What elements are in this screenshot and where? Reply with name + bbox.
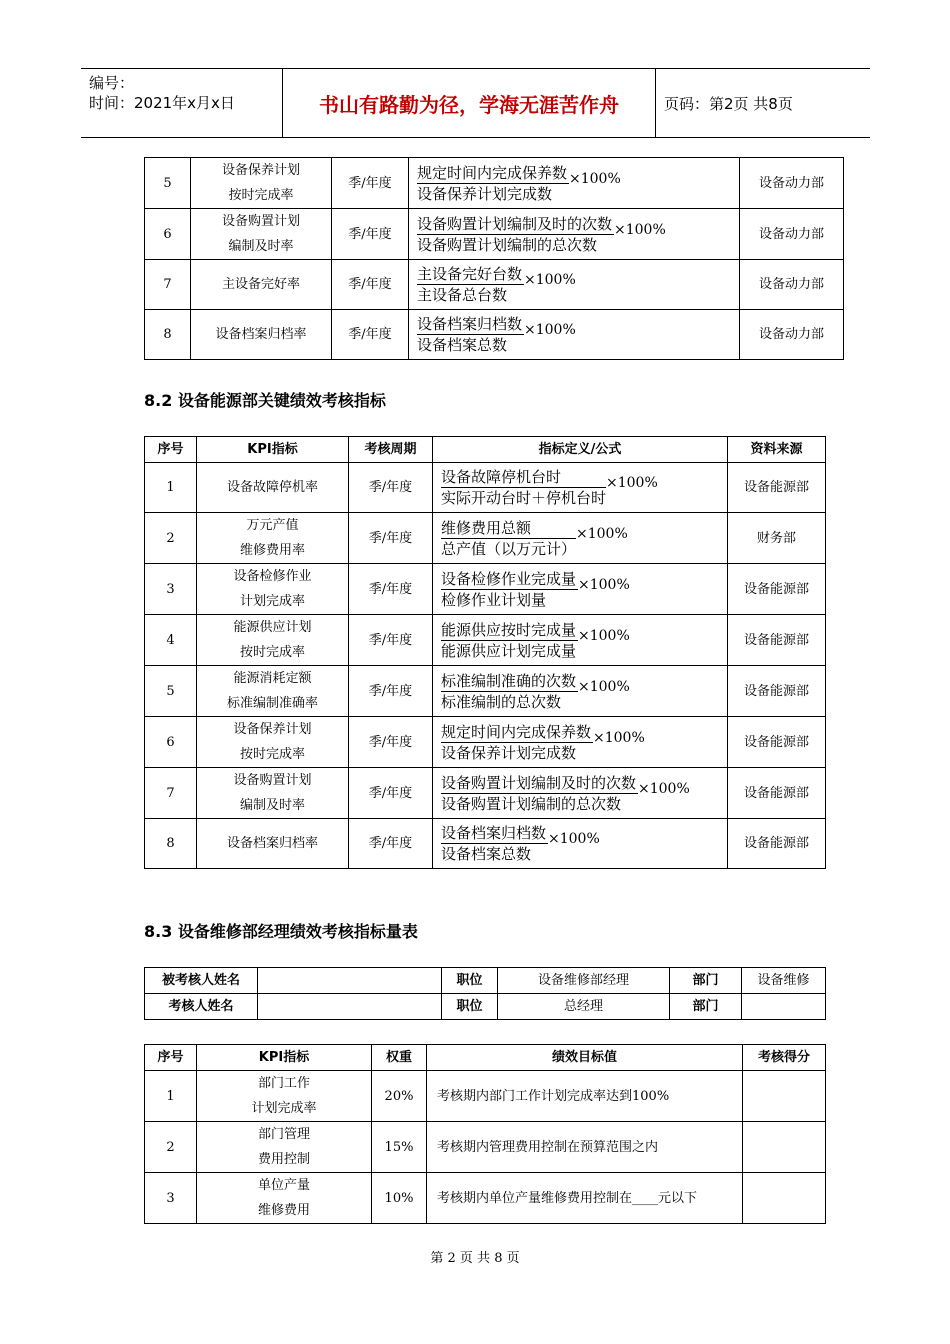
formula-numerator: 设备故障停机台时 <box>441 467 606 488</box>
table-row <box>145 564 826 615</box>
kpi-line-1: 单位产量 <box>257 1178 310 1193</box>
formula-cell <box>409 310 740 360</box>
weight-cell: 10% <box>372 1173 427 1224</box>
doc-number-label: 编号： <box>89 74 135 92</box>
formula-fraction <box>417 314 524 355</box>
kpi-cell <box>191 209 332 260</box>
row-number: 1 <box>145 463 197 513</box>
formula-numerator: 设备档案归档数 <box>417 315 523 333</box>
formula-multiplier: ×100% <box>593 729 645 746</box>
kpi-cell <box>197 1173 372 1224</box>
department-label: 部门 <box>670 994 742 1020</box>
page-header <box>81 68 870 138</box>
kpi-line-2: 编制及时率 <box>228 239 294 254</box>
kpi-line-2: 按时完成率 <box>239 747 305 762</box>
formula-denominator: 设备购置计划编制的总次数 <box>417 235 598 254</box>
formula-cell <box>433 768 728 819</box>
formula-denominator: 标准编制的总次数 <box>441 692 562 711</box>
col-header-score: 考核得分 <box>743 1045 826 1071</box>
formula-cell <box>433 819 728 869</box>
col-header-source: 资料来源 <box>728 437 826 463</box>
kpi-line-2: 按时完成率 <box>239 645 305 660</box>
doc-time-label: 时间：2021年x月x日 <box>89 94 235 112</box>
formula-fraction <box>417 264 524 305</box>
kpi-line-2: 编制及时率 <box>239 798 305 813</box>
target-cell: 考核期内部门工作计划完成率达到100% <box>427 1071 743 1122</box>
section-title-8-3: 8.3 设备维修部经理绩效考核指标量表 <box>144 922 418 941</box>
table-row <box>145 463 826 513</box>
period-cell: 季/年度 <box>349 717 433 768</box>
table-row <box>145 615 826 666</box>
kpi-line-2: 计划完成率 <box>251 1101 317 1116</box>
formula-cell <box>409 260 740 310</box>
row-number: 3 <box>145 564 197 615</box>
kpi-line-1: 设备保养计划 <box>233 722 312 737</box>
kpi-cell <box>197 717 349 768</box>
kpi-line-1: 设备检修作业 <box>233 569 312 584</box>
department-value <box>742 994 826 1020</box>
formula-numerator: 规定时间内完成保养数 <box>417 163 568 182</box>
kpi-cell <box>197 513 349 564</box>
kpi-cell <box>197 1122 372 1173</box>
kpi-cell <box>191 260 332 310</box>
period-cell: 季/年度 <box>349 463 433 513</box>
formula-multiplier: ×100% <box>578 627 630 644</box>
col-header-kpi: KPI指标 <box>197 1045 372 1071</box>
appraisee-name-label: 被考核人姓名 <box>145 968 258 994</box>
source-cell: 设备能源部 <box>728 717 826 768</box>
formula-multiplier: ×100% <box>524 322 576 338</box>
header-meta <box>89 73 285 133</box>
kpi-line-1: 设备故障停机率 <box>226 480 318 495</box>
header-motto: 书山有路勤为径，学海无涯苦作舟 <box>282 69 656 137</box>
kpi-line-1: 设备档案归档率 <box>226 836 318 851</box>
formula-cell <box>433 666 728 717</box>
row-number: 7 <box>145 768 197 819</box>
source-cell: 设备动力部 <box>740 310 844 360</box>
formula-fraction <box>441 518 576 559</box>
formula-fraction <box>441 569 578 610</box>
appraisee-name-value <box>258 968 442 994</box>
period-cell: 季/年度 <box>349 615 433 666</box>
source-cell: 设备动力部 <box>740 158 844 209</box>
row-number: 6 <box>145 717 197 768</box>
position-label: 职位 <box>442 994 498 1020</box>
kpi-cell <box>197 615 349 666</box>
info-row <box>145 994 826 1020</box>
score-cell <box>743 1071 826 1122</box>
kpi-line-1: 主设备完好率 <box>221 277 300 292</box>
formula-denominator: 设备档案总数 <box>417 336 508 354</box>
period-cell: 季/年度 <box>332 310 409 360</box>
formula-multiplier: ×100% <box>548 831 600 847</box>
position-value: 总经理 <box>498 994 670 1020</box>
formula-cell <box>433 564 728 615</box>
kpi-line-1: 万元产值 <box>246 518 299 533</box>
source-cell: 设备能源部 <box>728 666 826 717</box>
formula-multiplier: ×100% <box>614 221 666 238</box>
col-header-no: 序号 <box>145 437 197 463</box>
position-label: 职位 <box>442 968 498 994</box>
formula-denominator: 检修作业计划量 <box>441 590 547 609</box>
kpi-line-1: 能源消耗定额 <box>233 671 312 686</box>
row-number: 7 <box>145 260 191 310</box>
row-number: 2 <box>145 513 197 564</box>
table-row <box>145 209 844 260</box>
formula-cell <box>409 158 740 209</box>
col-header-kpi: KPI指标 <box>197 437 349 463</box>
info-row <box>145 968 826 994</box>
appraisee-info-table <box>144 967 826 1020</box>
formula-multiplier: ×100% <box>569 170 621 187</box>
formula-cell <box>433 717 728 768</box>
kpi-line-1: 能源供应计划 <box>233 620 312 635</box>
table-row <box>145 717 826 768</box>
row-number: 4 <box>145 615 197 666</box>
source-cell: 设备能源部 <box>728 615 826 666</box>
formula-multiplier: ×100% <box>638 780 690 797</box>
score-cell <box>743 1173 826 1224</box>
table-row <box>145 768 826 819</box>
kpi-line-1: 部门工作 <box>257 1076 310 1091</box>
formula-numerator: 设备购置计划编制及时的次数 <box>417 214 613 233</box>
source-cell: 设备能源部 <box>728 463 826 513</box>
target-cell: 考核期内管理费用控制在预算范围之内 <box>427 1122 743 1173</box>
period-cell: 季/年度 <box>349 513 433 564</box>
kpi-line-2: 按时完成率 <box>228 188 294 203</box>
table-row <box>145 310 844 360</box>
kpi-cell <box>191 158 332 209</box>
row-number: 2 <box>145 1122 197 1173</box>
kpi-cell <box>197 768 349 819</box>
table-header-row <box>145 1045 826 1071</box>
source-cell: 设备动力部 <box>740 209 844 260</box>
formula-multiplier: ×100% <box>606 475 658 491</box>
formula-multiplier: ×100% <box>578 576 630 593</box>
row-number: 1 <box>145 1071 197 1122</box>
formula-numerator: 维修费用总额 <box>441 518 576 539</box>
department-label: 部门 <box>670 968 742 994</box>
section-title-8-2: 8.2 设备能源部关键绩效考核指标 <box>144 391 386 410</box>
kpi-cell <box>197 666 349 717</box>
period-cell: 季/年度 <box>349 564 433 615</box>
period-cell: 季/年度 <box>332 158 409 209</box>
table-row <box>145 513 826 564</box>
source-cell: 设备能源部 <box>728 564 826 615</box>
col-header-period: 考核周期 <box>349 437 433 463</box>
kpi-line-1: 设备档案归档率 <box>215 327 307 342</box>
table-row <box>145 158 844 209</box>
target-cell: 考核期内单位产量维修费用控制在____元以下 <box>427 1173 743 1224</box>
formula-denominator: 能源供应计划完成量 <box>441 641 577 660</box>
col-header-formula: 指标定义/公式 <box>433 437 728 463</box>
kpi-cell <box>197 819 349 869</box>
formula-fraction <box>417 214 614 255</box>
formula-numerator: 设备检修作业完成量 <box>441 569 577 588</box>
row-number: 5 <box>145 158 191 209</box>
formula-denominator: 设备档案总数 <box>441 845 532 863</box>
source-cell: 财务部 <box>728 513 826 564</box>
appraiser-name-label: 考核人姓名 <box>145 994 258 1020</box>
weight-cell: 20% <box>372 1071 427 1122</box>
table-row <box>145 1122 826 1173</box>
kpi-line-2: 费用控制 <box>257 1152 310 1167</box>
weight-cell: 15% <box>372 1122 427 1173</box>
formula-fraction <box>441 823 548 864</box>
kpi-line-1: 设备购置计划 <box>221 214 300 229</box>
formula-numerator: 主设备完好台数 <box>417 265 523 283</box>
table-row <box>145 1071 826 1122</box>
formula-cell <box>409 209 740 260</box>
formula-denominator: 设备保养计划完成数 <box>417 184 553 203</box>
source-cell: 设备能源部 <box>728 768 826 819</box>
kpi-line-2: 维修费用 <box>257 1203 310 1218</box>
formula-fraction <box>441 467 606 508</box>
formula-denominator: 实际开动台时＋停机台时 <box>441 489 607 507</box>
appraiser-name-value <box>258 994 442 1020</box>
table-row <box>145 666 826 717</box>
col-header-no: 序号 <box>145 1045 197 1071</box>
energy-dept-kpi-table <box>144 436 826 869</box>
kpi-cell <box>197 463 349 513</box>
kpi-line-1: 设备保养计划 <box>221 163 300 178</box>
formula-numerator: 设备档案归档数 <box>441 824 547 842</box>
header-page-info: 页码：第2页 共8页 <box>664 94 793 113</box>
row-number: 8 <box>145 310 191 360</box>
period-cell: 季/年度 <box>349 768 433 819</box>
table-row <box>145 819 826 869</box>
formula-fraction <box>441 773 638 814</box>
formula-fraction <box>417 163 569 204</box>
formula-denominator: 设备保养计划完成数 <box>441 743 577 762</box>
kpi-table-continued <box>144 157 844 360</box>
formula-numerator: 规定时间内完成保养数 <box>441 722 592 741</box>
formula-numerator: 能源供应按时完成量 <box>441 620 577 639</box>
formula-denominator: 设备购置计划编制的总次数 <box>441 794 622 813</box>
score-cell <box>743 1122 826 1173</box>
table-header-row <box>145 437 826 463</box>
formula-multiplier: ×100% <box>576 525 628 542</box>
row-number: 8 <box>145 819 197 869</box>
kpi-line-1: 设备购置计划 <box>233 773 312 788</box>
formula-cell <box>433 615 728 666</box>
formula-numerator: 标准编制准确的次数 <box>441 671 577 690</box>
position-value: 设备维修部经理 <box>498 968 670 994</box>
kpi-line-2: 维修费用率 <box>239 543 305 558</box>
kpi-cell <box>197 564 349 615</box>
formula-cell <box>433 513 728 564</box>
kpi-cell <box>191 310 332 360</box>
period-cell: 季/年度 <box>332 209 409 260</box>
formula-denominator: 主设备总台数 <box>417 286 508 304</box>
period-cell: 季/年度 <box>332 260 409 310</box>
kpi-cell <box>197 1071 372 1122</box>
table-row <box>145 260 844 310</box>
department-value: 设备维修 <box>742 968 826 994</box>
col-header-weight: 权重 <box>372 1045 427 1071</box>
row-number: 3 <box>145 1173 197 1224</box>
manager-kpi-table <box>144 1044 826 1224</box>
formula-multiplier: ×100% <box>524 272 576 288</box>
col-header-target: 绩效目标值 <box>427 1045 743 1071</box>
source-cell: 设备能源部 <box>728 819 826 869</box>
formula-fraction <box>441 671 578 712</box>
table-row <box>145 1173 826 1224</box>
kpi-line-1: 部门管理 <box>257 1127 310 1142</box>
formula-fraction <box>441 620 578 661</box>
source-cell: 设备动力部 <box>740 260 844 310</box>
kpi-line-2: 计划完成率 <box>239 594 305 609</box>
row-number: 5 <box>145 666 197 717</box>
formula-fraction <box>441 722 593 763</box>
period-cell: 季/年度 <box>349 666 433 717</box>
page-footer: 第 2 页 共 8 页 <box>430 1251 520 1266</box>
period-cell: 季/年度 <box>349 819 433 869</box>
formula-numerator: 设备购置计划编制及时的次数 <box>441 773 637 792</box>
formula-multiplier: ×100% <box>578 678 630 695</box>
row-number: 6 <box>145 209 191 260</box>
kpi-line-2: 标准编制准确率 <box>226 696 318 711</box>
formula-denominator: 总产值（以万元计） <box>441 539 577 558</box>
formula-cell <box>433 463 728 513</box>
